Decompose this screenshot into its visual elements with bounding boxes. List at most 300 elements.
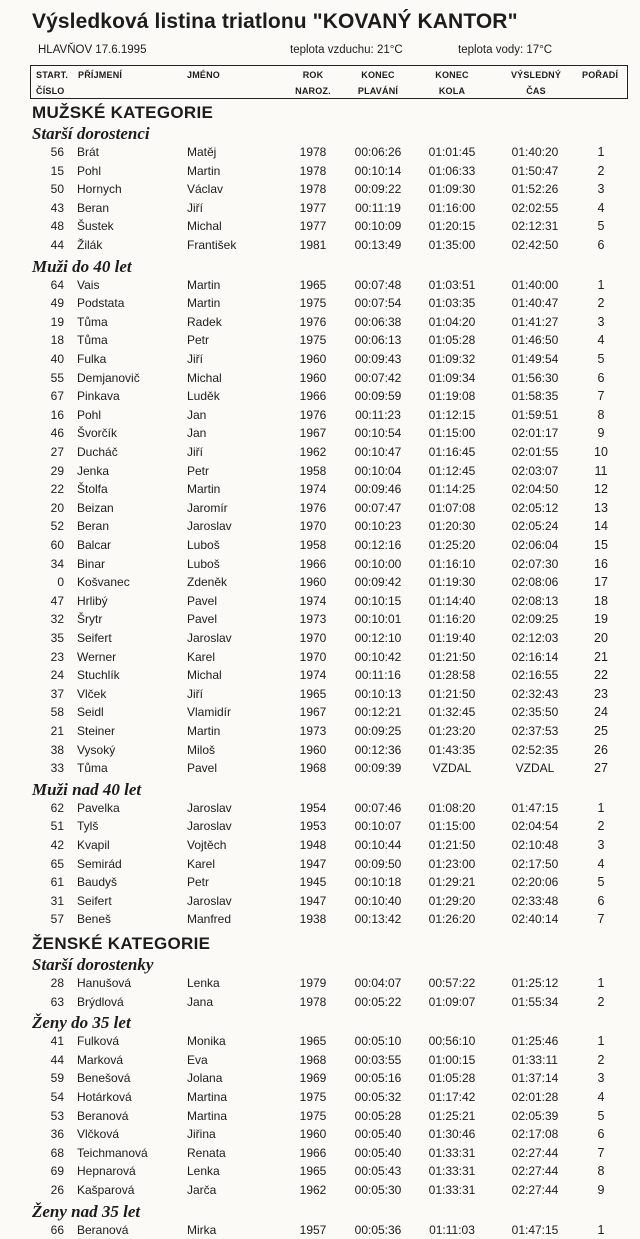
cell-place: 7 — [597, 1145, 605, 1160]
cell-firstname: Jiří — [187, 352, 203, 366]
cell-start-number: 59 — [50, 1071, 64, 1086]
cell-start-number: 54 — [50, 1090, 64, 1104]
cell-swim-finish: 00:10:15 — [354, 593, 402, 608]
cell-firstname: Michal — [187, 219, 222, 234]
cell-start-number: 57 — [50, 912, 64, 927]
cell-bike-finish: 01:12:45 — [428, 463, 476, 478]
cell-firstname: Jiří — [187, 686, 203, 701]
cell-place: 15 — [594, 538, 608, 552]
cell-firstname: Pavel — [187, 612, 218, 627]
category-title: Muži do 40 let — [32, 256, 132, 276]
cell-firstname: Petr — [187, 463, 210, 478]
header-bike-2: KOLA — [438, 86, 466, 96]
cell-bike-finish: 01:16:00 — [428, 200, 476, 215]
cell-place: 5 — [597, 1108, 605, 1123]
water-temperature: teplota vody: 17°C — [458, 44, 553, 56]
cell-bike-finish: 01:03:51 — [428, 277, 476, 292]
table-row — [0, 199, 640, 217]
cell-birth-year: 1978 — [299, 182, 327, 197]
category-title: Starší dorostenky — [32, 955, 154, 974]
cell-final-time: 02:01:55 — [511, 445, 559, 459]
cell-place: 10 — [594, 445, 608, 459]
cell-bike-finish: 01:19:30 — [428, 575, 476, 590]
cell-bike-finish: 01:03:35 — [428, 296, 476, 311]
cell-surname: Teichmanová — [77, 1145, 148, 1160]
cell-final-time: 02:03:07 — [511, 463, 559, 478]
cell-bike-finish: 01:16:10 — [428, 556, 476, 571]
cell-final-time: 02:01:28 — [511, 1090, 559, 1104]
cell-firstname: Jaroslav — [187, 819, 232, 834]
cell-birth-year: 1978 — [299, 994, 327, 1009]
cell-swim-finish: 00:11:19 — [355, 200, 401, 215]
cell-surname: Jenka — [77, 463, 110, 478]
category-title: Ženy nad 35 let — [32, 1201, 141, 1221]
cell-final-time: 02:05:12 — [511, 500, 559, 515]
cell-place: 4 — [597, 200, 605, 215]
cell-bike-finish: 01:29:20 — [428, 893, 476, 908]
cell-place: 6 — [597, 1127, 605, 1142]
cell-birth-year: 1970 — [299, 649, 327, 664]
cell-birth-year: 1976 — [299, 500, 327, 515]
cell-place: 27 — [594, 761, 608, 776]
cell-surname: Seidl — [77, 705, 104, 720]
cell-place: 9 — [597, 426, 605, 441]
cell-bike-finish: 01:01:45 — [428, 145, 476, 159]
cell-firstname: Jan — [187, 407, 207, 422]
table-row — [0, 517, 640, 535]
table-row — [0, 910, 640, 928]
cell-swim-finish: 00:05:32 — [354, 1090, 402, 1104]
cell-firstname: Petr — [187, 875, 210, 890]
cell-place: 12 — [594, 482, 608, 497]
table-row — [0, 993, 640, 1011]
cell-swim-finish: 00:10:54 — [354, 426, 402, 441]
cell-birth-year: 1945 — [299, 875, 327, 890]
header-year-2: NAROZ. — [295, 86, 331, 96]
cell-birth-year: 1973 — [299, 724, 327, 738]
cell-swim-finish: 00:10:23 — [354, 519, 402, 534]
cell-birth-year: 1977 — [299, 200, 327, 215]
cell-surname: Tůma — [77, 761, 108, 776]
cell-place: 11 — [594, 463, 608, 478]
cell-start-number: 37 — [50, 686, 64, 701]
table-row — [0, 143, 640, 161]
cell-place: 1 — [597, 976, 605, 990]
cell-start-number: 42 — [50, 838, 64, 852]
cell-firstname: Lenka — [187, 976, 220, 990]
cell-final-time: 02:06:04 — [511, 538, 559, 552]
cell-start-number: 16 — [50, 407, 64, 422]
header-swim: KONEC — [361, 70, 395, 80]
cell-surname: Vlčková — [77, 1127, 120, 1142]
cell-birth-year: 1957 — [299, 1222, 327, 1237]
cell-surname: Beizan — [77, 500, 114, 515]
cell-place: 18 — [594, 593, 608, 608]
cell-start-number: 68 — [50, 1145, 64, 1160]
cell-surname: Tůma — [77, 314, 108, 329]
header-year: ROK — [302, 70, 324, 80]
cell-place: 1 — [597, 1034, 605, 1049]
cell-firstname: Jarča — [187, 1183, 217, 1197]
cell-swim-finish: 00:10:42 — [354, 649, 402, 664]
cell-place: 4 — [597, 1090, 605, 1104]
cell-place: 24 — [594, 705, 608, 720]
table-row — [0, 462, 640, 480]
cell-swim-finish: 00:11:23 — [355, 407, 401, 422]
cell-firstname: Eva — [187, 1052, 208, 1067]
cell-surname: Marková — [77, 1052, 124, 1067]
cell-firstname: Jaroslav — [187, 519, 232, 534]
cell-start-number: 33 — [50, 761, 64, 776]
section-title: MUŽSKÉ KATEGORIE — [32, 103, 214, 122]
cell-surname: Hanušová — [77, 976, 132, 990]
cell-start-number: 29 — [50, 463, 64, 478]
cell-surname: Semirád — [77, 856, 122, 871]
cell-firstname: Radek — [187, 314, 222, 329]
cell-final-time: 01:47:15 — [511, 800, 559, 815]
table-row — [0, 629, 640, 647]
table-row — [0, 350, 640, 368]
header-total-2: ČAS — [526, 86, 546, 96]
category-title: Ženy do 35 let — [32, 1013, 131, 1033]
cell-birth-year: 1976 — [299, 314, 327, 329]
cell-place: 6 — [597, 238, 605, 252]
cell-firstname: Martina — [187, 1090, 228, 1104]
cell-final-time: 02:12:03 — [511, 631, 559, 645]
cell-final-time: 01:59:51 — [511, 407, 559, 422]
cell-birth-year: 1970 — [299, 631, 327, 645]
cell-swim-finish: 00:07:47 — [354, 500, 402, 515]
cell-birth-year: 1967 — [299, 426, 327, 441]
cell-swim-finish: 00:10:09 — [354, 219, 402, 234]
cell-final-time: 02:27:44 — [511, 1164, 559, 1179]
cell-surname: Fulková — [77, 1034, 120, 1049]
cell-surname: Ducháč — [77, 445, 118, 459]
cell-start-number: 43 — [50, 200, 64, 215]
cell-place: 23 — [594, 686, 608, 701]
cell-firstname: Jaromír — [187, 500, 228, 515]
table-row — [0, 1051, 640, 1069]
cell-place: 2 — [597, 296, 605, 311]
cell-final-time: 01:47:15 — [511, 1222, 559, 1237]
table-row — [0, 443, 640, 461]
cell-final-time: 02:37:53 — [511, 724, 559, 738]
cell-final-time: 02:04:50 — [511, 482, 559, 497]
cell-place: 13 — [594, 500, 608, 515]
cell-firstname: Jana — [187, 994, 214, 1009]
cell-birth-year: 1966 — [299, 389, 327, 404]
cell-start-number: 32 — [50, 612, 64, 627]
cell-bike-finish: 01:33:31 — [428, 1183, 476, 1197]
table-row — [0, 1221, 640, 1239]
cell-swim-finish: 00:06:38 — [354, 314, 402, 329]
cell-firstname: Monika — [187, 1034, 226, 1049]
cell-firstname: Václav — [187, 182, 224, 197]
cell-swim-finish: 00:09:59 — [354, 389, 402, 404]
cell-place: 1 — [597, 1222, 605, 1237]
table-row — [0, 294, 640, 312]
cell-start-number: 63 — [50, 994, 64, 1009]
cell-start-number: 41 — [50, 1034, 64, 1049]
cell-firstname: Michal — [187, 370, 222, 385]
cell-bike-finish: 01:30:46 — [428, 1127, 476, 1142]
cell-birth-year: 1960 — [299, 370, 327, 385]
cell-swim-finish: 00:06:13 — [354, 333, 402, 348]
cell-firstname: Martin — [187, 482, 221, 497]
cell-surname: Beran — [77, 519, 110, 534]
cell-place: 6 — [597, 893, 605, 908]
cell-bike-finish: 01:29:21 — [428, 875, 476, 890]
cell-firstname: Jolana — [187, 1071, 223, 1086]
cell-birth-year: 1968 — [299, 761, 327, 776]
air-temperature: teplota vzduchu: 21°C — [290, 44, 403, 56]
cell-surname: Brýdlová — [77, 994, 124, 1009]
page-title: Výsledková listina triatlonu "KOVANÝ KANTOR" — [32, 10, 518, 33]
cell-bike-finish: 01:21:50 — [428, 649, 476, 664]
cell-surname: Kvapil — [77, 838, 110, 852]
table-row — [0, 162, 640, 180]
cell-birth-year: 1975 — [299, 333, 327, 348]
cell-swim-finish: 00:10:40 — [354, 893, 402, 908]
category-title: Muži nad 40 let — [32, 779, 142, 799]
cell-final-time: 02:09:25 — [511, 612, 559, 627]
cell-swim-finish: 00:11:16 — [355, 668, 401, 683]
cell-bike-finish: 01:23:20 — [428, 724, 476, 738]
cell-start-number: 44 — [50, 1052, 64, 1067]
cell-start-number: 28 — [50, 976, 64, 990]
cell-firstname: Renata — [187, 1145, 226, 1160]
cell-birth-year: 1977 — [299, 219, 327, 234]
cell-place: 8 — [597, 1164, 605, 1179]
cell-surname: Binar — [77, 556, 106, 571]
cell-start-number: 66 — [50, 1222, 64, 1237]
header-bike: KONEC — [435, 70, 469, 80]
table-row — [0, 1162, 640, 1180]
cell-surname: Fulka — [77, 352, 107, 366]
cell-start-number: 15 — [50, 163, 64, 178]
cell-bike-finish: 01:20:30 — [428, 519, 476, 534]
cell-firstname: Luděk — [187, 389, 220, 404]
cell-surname: Pinkava — [77, 389, 120, 404]
cell-start-number: 26 — [50, 1183, 64, 1197]
cell-start-number: 18 — [50, 333, 64, 348]
table-row — [0, 892, 640, 910]
cell-birth-year: 1948 — [299, 838, 327, 852]
cell-swim-finish: 00:05:36 — [354, 1222, 402, 1237]
cell-swim-finish: 00:09:43 — [354, 352, 402, 366]
table-row — [0, 592, 640, 610]
table-row — [0, 217, 640, 235]
cell-birth-year: 1960 — [299, 575, 327, 590]
cell-start-number: 35 — [50, 631, 64, 645]
cell-birth-year: 1974 — [299, 668, 327, 683]
cell-final-time: 02:10:48 — [511, 838, 559, 852]
cell-final-time: 01:52:26 — [511, 182, 559, 197]
cell-surname: Vlček — [77, 686, 107, 701]
cell-final-time: 02:32:43 — [511, 686, 559, 701]
header-start-number: START. — [36, 70, 69, 80]
cell-start-number: 58 — [50, 705, 64, 720]
cell-place: 21 — [594, 649, 608, 664]
cell-surname: Štolfa — [77, 482, 108, 497]
cell-surname: Pavelka — [77, 800, 120, 815]
cell-swim-finish: 00:09:25 — [354, 724, 402, 738]
cell-start-number: 23 — [50, 649, 64, 664]
cell-place: 5 — [597, 875, 605, 890]
cell-firstname: Jiří — [187, 200, 203, 215]
cell-bike-finish: 01:33:31 — [428, 1164, 476, 1179]
cell-start-number: 36 — [50, 1127, 64, 1142]
cell-swim-finish: 00:05:10 — [354, 1034, 402, 1049]
cell-start-number: 69 — [50, 1164, 64, 1179]
cell-final-time: 02:07:30 — [511, 556, 559, 571]
cell-swim-finish: 00:09:46 — [354, 482, 402, 497]
cell-final-time: 01:50:47 — [511, 163, 559, 178]
cell-bike-finish: 01:05:28 — [428, 1071, 476, 1086]
cell-firstname: Michal — [187, 668, 222, 683]
table-row — [0, 1107, 640, 1125]
cell-surname: Žilák — [77, 238, 103, 252]
cell-final-time: 02:04:54 — [511, 819, 559, 834]
cell-birth-year: 1958 — [299, 463, 327, 478]
cell-bike-finish: 01:16:20 — [428, 612, 476, 627]
cell-surname: Pohl — [77, 163, 102, 178]
cell-place: 4 — [597, 856, 605, 871]
cell-bike-finish: 01:25:20 — [428, 538, 476, 552]
cell-final-time: 02:08:06 — [511, 575, 559, 590]
table-row — [0, 610, 640, 628]
cell-surname: Werner — [77, 649, 117, 664]
cell-swim-finish: 00:05:40 — [354, 1145, 402, 1160]
cell-surname: Demjanovič — [77, 370, 140, 385]
table-row — [0, 1144, 640, 1162]
section-title: ŽENSKÉ KATEGORIE — [32, 934, 211, 953]
cell-swim-finish: 00:10:18 — [354, 875, 402, 890]
cell-bike-finish: 01:14:25 — [428, 482, 476, 497]
cell-place: 8 — [597, 407, 605, 422]
cell-swim-finish: 00:10:14 — [354, 163, 402, 178]
cell-swim-finish: 00:13:49 — [354, 238, 402, 252]
cell-surname: Tůma — [77, 333, 108, 348]
cell-firstname: Luboš — [187, 538, 220, 552]
cell-birth-year: 1947 — [299, 893, 327, 908]
cell-final-time: 01:41:27 — [511, 314, 559, 329]
cell-firstname: Matěj — [187, 145, 217, 159]
table-row — [0, 1069, 640, 1087]
cell-start-number: 27 — [50, 445, 64, 459]
cell-firstname: Mirka — [187, 1222, 217, 1237]
cell-start-number: 40 — [50, 352, 64, 366]
cell-swim-finish: 00:10:07 — [354, 819, 402, 834]
cell-final-time: 02:33:48 — [511, 893, 559, 908]
cell-swim-finish: 00:05:16 — [354, 1071, 402, 1086]
cell-firstname: František — [187, 238, 237, 252]
cell-swim-finish: 00:05:43 — [354, 1164, 402, 1179]
cell-swim-finish: 00:10:01 — [354, 612, 402, 627]
cell-firstname: Lenka — [187, 1164, 220, 1179]
cell-surname: Pohl — [77, 407, 102, 422]
cell-birth-year: 1958 — [299, 538, 327, 552]
table-row — [0, 974, 640, 992]
cell-birth-year: 1960 — [299, 352, 327, 366]
cell-swim-finish: 00:10:04 — [354, 463, 402, 478]
cell-bike-finish: 01:33:31 — [428, 1145, 476, 1160]
cell-birth-year: 1966 — [299, 1145, 327, 1160]
header-swim-2: PLAVÁNÍ — [357, 86, 399, 96]
cell-place: 7 — [597, 912, 605, 927]
cell-birth-year: 1947 — [299, 856, 327, 871]
cell-birth-year: 1968 — [299, 1052, 327, 1067]
cell-bike-finish: 01:04:20 — [428, 314, 476, 329]
cell-bike-finish: 01:14:40 — [428, 593, 476, 608]
cell-place: 26 — [594, 742, 608, 757]
cell-place: 19 — [594, 612, 608, 627]
cell-firstname: Petr — [187, 333, 210, 348]
cell-place: 5 — [597, 219, 605, 234]
cell-firstname: Jaroslav — [187, 893, 232, 908]
cell-bike-finish: 01:15:00 — [428, 426, 476, 441]
cell-final-time: 02:40:14 — [511, 912, 559, 927]
cell-final-time: 01:58:35 — [511, 389, 559, 404]
cell-start-number: 24 — [50, 668, 64, 683]
cell-swim-finish: 00:05:30 — [354, 1183, 402, 1197]
cell-place: 2 — [597, 163, 605, 178]
cell-final-time: 02:35:50 — [511, 705, 559, 720]
table-row — [0, 313, 640, 331]
cell-swim-finish: 00:07:42 — [354, 370, 402, 385]
cell-birth-year: 1960 — [299, 1127, 327, 1142]
cell-swim-finish: 00:12:21 — [354, 705, 402, 720]
table-row — [0, 1088, 640, 1106]
cell-final-time: 01:25:46 — [511, 1034, 559, 1049]
cell-final-time: 02:16:55 — [511, 668, 559, 683]
cell-firstname: Martina — [187, 1108, 228, 1123]
cell-bike-finish: 01:28:58 — [428, 668, 476, 683]
cell-final-time: 01:40:20 — [511, 145, 559, 159]
cell-surname: Podstata — [77, 296, 125, 311]
cell-swim-finish: 00:12:16 — [354, 538, 402, 552]
table-row — [0, 480, 640, 498]
cell-bike-finish: 01:23:00 — [428, 856, 476, 871]
table-row — [0, 873, 640, 891]
cell-start-number: 64 — [50, 277, 64, 292]
table-row — [0, 180, 640, 198]
cell-bike-finish: 01:19:40 — [428, 631, 476, 645]
cell-start-number: 44 — [50, 238, 64, 252]
cell-place: 9 — [597, 1183, 605, 1197]
cell-firstname: Jan — [187, 426, 207, 441]
table-row — [0, 236, 640, 254]
cell-final-time: 02:52:35 — [511, 742, 559, 757]
cell-swim-finish: 00:10:13 — [354, 686, 402, 701]
cell-bike-finish: 01:17:42 — [428, 1090, 476, 1104]
table-row — [0, 555, 640, 573]
cell-swim-finish: 00:05:22 — [354, 994, 402, 1009]
cell-birth-year: 1938 — [299, 912, 327, 927]
cell-firstname: Jiřina — [187, 1127, 216, 1142]
cell-final-time: 02:12:31 — [511, 219, 559, 234]
cell-birth-year: 1975 — [299, 296, 327, 311]
cell-birth-year: 1975 — [299, 1108, 327, 1123]
cell-final-time: VZDAL — [515, 761, 555, 776]
cell-final-time: 02:27:44 — [511, 1145, 559, 1160]
table-row — [0, 685, 640, 703]
cell-start-number: 0 — [57, 575, 64, 590]
cell-swim-finish: 00:04:07 — [354, 976, 402, 990]
cell-birth-year: 1962 — [299, 1183, 327, 1197]
cell-bike-finish: 01:21:50 — [428, 838, 476, 852]
cell-surname: Balcar — [77, 538, 112, 552]
